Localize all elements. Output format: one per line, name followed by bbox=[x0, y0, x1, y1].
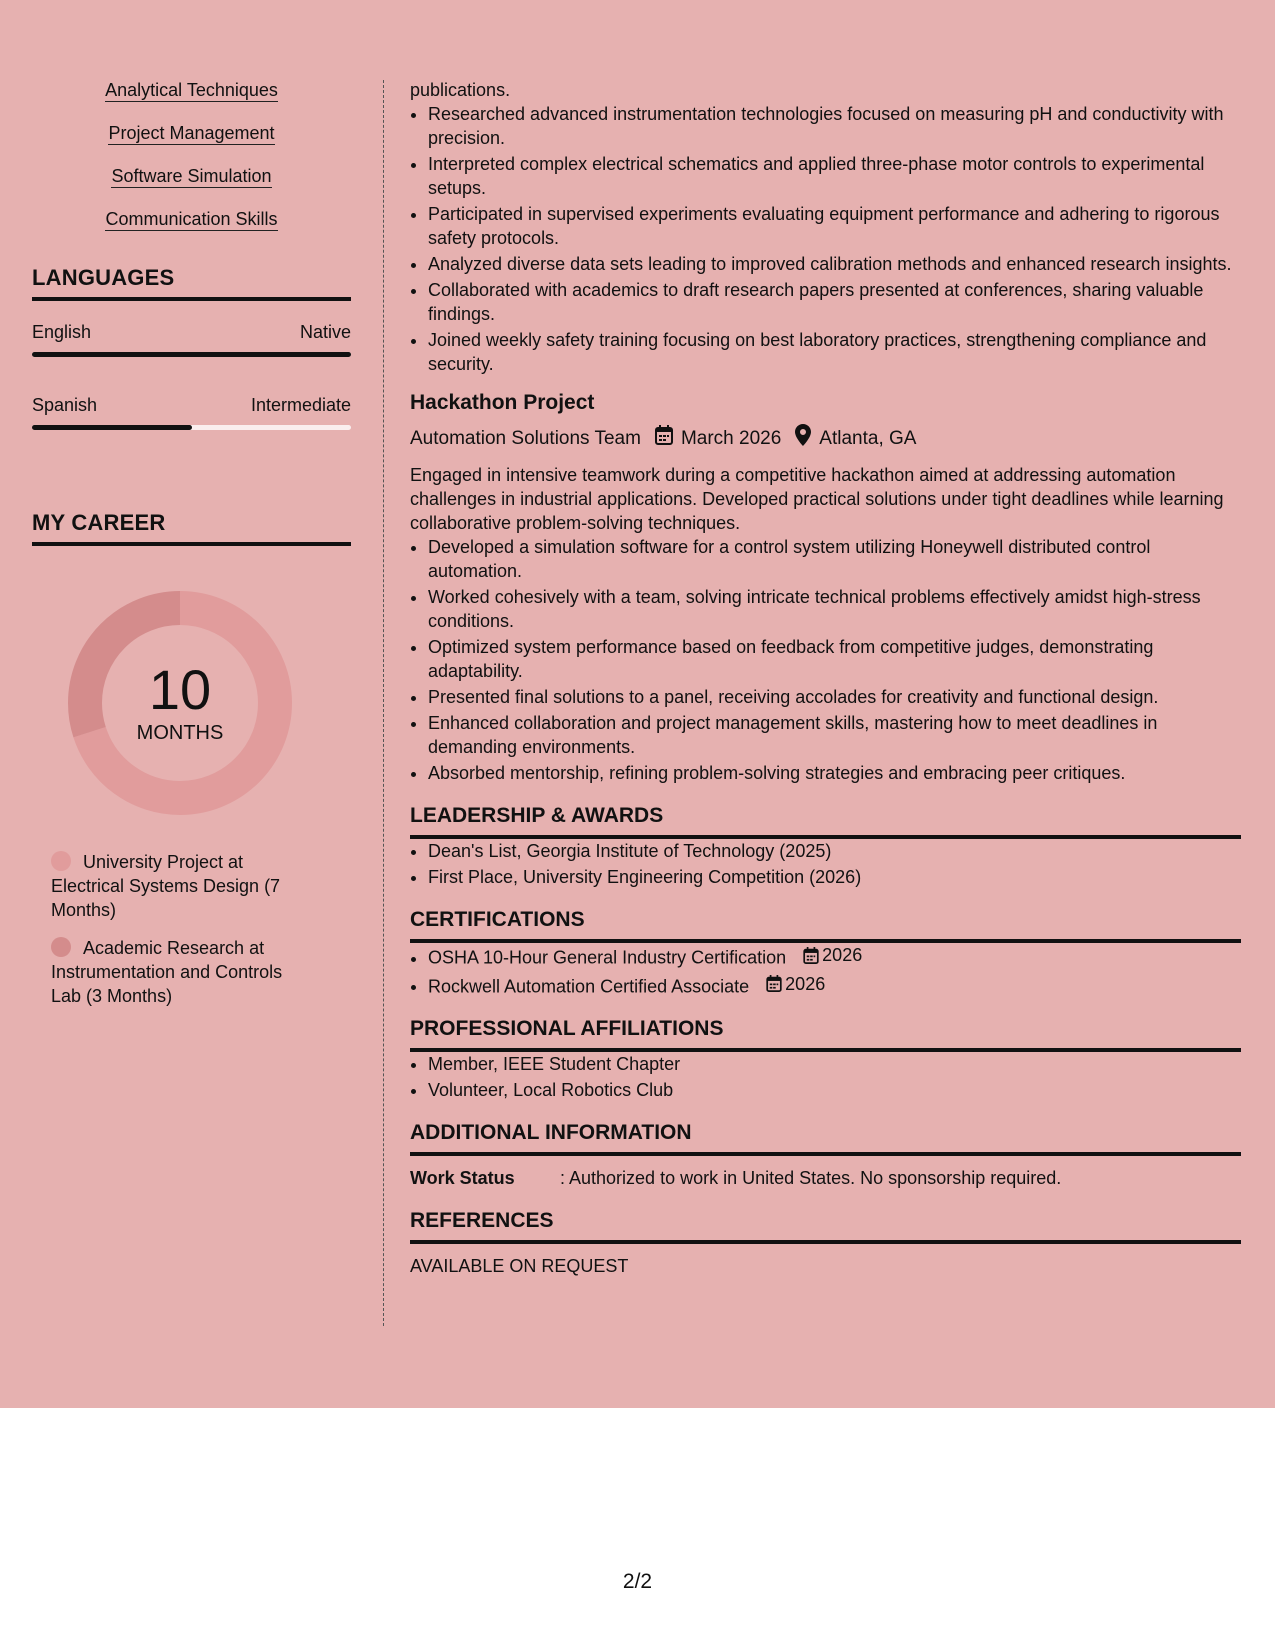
project-location: Atlanta, GA bbox=[819, 427, 917, 449]
references-text: AVAILABLE ON REQUEST bbox=[410, 1256, 629, 1276]
languages-heading: LANGUAGES bbox=[32, 265, 351, 301]
career-section bbox=[32, 510, 351, 1008]
list-item: • Interpreted complex electrical schematics and applied three-phase motor controls to experimental setups. bbox=[428, 152, 1241, 200]
references-heading: REFERENCES bbox=[410, 1208, 1241, 1244]
list-item: • Worked cohesively with a team, solving intricate technical problems effectively amidst high-stress conditions. bbox=[428, 585, 1241, 633]
language-bar-fill bbox=[32, 352, 351, 357]
list-item: • Optimized system performance based on feedback from competitive judges, demonstrating adaptability. bbox=[428, 635, 1241, 683]
language-row bbox=[32, 395, 351, 416]
project-team: Automation Solutions Team bbox=[410, 427, 641, 449]
career-unit: MONTHS bbox=[136, 722, 224, 744]
certifications-heading: CERTIFICATIONS bbox=[410, 907, 1241, 943]
leadership-heading: LEADERSHIP & AWARDS bbox=[410, 803, 1241, 839]
calendar-icon bbox=[803, 947, 819, 964]
list-item: • Participated in supervised experiments evaluating equipment performance and adhering to rigorous safety protocols. bbox=[428, 202, 1241, 250]
project-meta bbox=[410, 424, 1241, 453]
project-date: March 2026 bbox=[680, 427, 782, 449]
calendar-icon bbox=[655, 425, 673, 452]
research-bullets bbox=[410, 102, 1241, 376]
certifications-list bbox=[410, 943, 1241, 998]
page-number: 2/2 bbox=[622, 1570, 653, 1593]
additional-heading: ADDITIONAL INFORMATION bbox=[410, 1120, 1241, 1156]
research-continuation: publications. bbox=[410, 80, 511, 100]
calendar-icon bbox=[766, 975, 782, 992]
list-item: • Presented final solutions to a panel, receiving accolades for creativity and functional design. bbox=[428, 685, 1241, 709]
list-item: • Researched advanced instrumentation technologies focused on measuring pH and conductivity with precision. bbox=[428, 102, 1241, 150]
list-item: • Developed a simulation software for a control system utilizing Honeywell distributed control automation. bbox=[428, 535, 1241, 583]
skill-item: Communication Skills bbox=[105, 209, 278, 229]
career-donut bbox=[67, 590, 293, 816]
list-item: • Volunteer, Local Robotics Club bbox=[428, 1078, 1241, 1102]
list-item: • Collaborated with academics to draft research papers presented at conferences, sharing valuable findings. bbox=[428, 278, 1241, 326]
certification-year: 2026 bbox=[822, 945, 863, 965]
career-heading: MY CAREER bbox=[32, 510, 351, 546]
list-item: • Member, IEEE Student Chapter bbox=[428, 1052, 1241, 1076]
project-description: Engaged in intensive teamwork during a competitive hackathon aimed at addressing automation challenges in industrial applications. Developed practical solutions under tight deadlines while learning collaborative problem-solving techniques. bbox=[410, 465, 1224, 533]
affiliations-list bbox=[410, 1052, 1241, 1102]
language-name: English bbox=[32, 322, 92, 342]
language-bar bbox=[32, 352, 351, 357]
leadership-list bbox=[410, 839, 1241, 889]
certification-item: • OSHA 10-Hour General Industry Certification 2026 bbox=[428, 943, 1241, 970]
list-item: • Joined weekly safety training focusing on best laboratory practices, strengthening compliance and security. bbox=[428, 328, 1241, 376]
language-bar bbox=[32, 425, 351, 430]
legend-dot-icon bbox=[51, 937, 71, 957]
list-item: • Enhanced collaboration and project management skills, mastering how to meet deadlines in demanding environments. bbox=[428, 711, 1241, 759]
list-item: • First Place, University Engineering Competition (2026) bbox=[428, 865, 1241, 889]
left-column bbox=[32, 78, 351, 1022]
column-divider bbox=[383, 80, 384, 1326]
career-legend-item: Academic Research at Instrumentation and Controls Lab (3 Months) bbox=[51, 938, 283, 1006]
language-name: Spanish bbox=[32, 395, 98, 415]
project-bullets bbox=[410, 535, 1241, 785]
skill-item: Analytical Techniques bbox=[105, 80, 278, 100]
languages-section bbox=[32, 265, 351, 430]
career-legend bbox=[51, 850, 311, 1008]
project-title: Hackathon Project bbox=[410, 391, 595, 414]
list-item: • Dean's List, Georgia Institute of Technology (2025) bbox=[428, 839, 1241, 863]
language-bar-fill bbox=[32, 425, 192, 430]
language-row bbox=[32, 322, 351, 343]
language-level: Native bbox=[299, 322, 351, 342]
language-level: Intermediate bbox=[250, 395, 351, 415]
work-status-value: : Authorized to work in United States. No sponsorship required. bbox=[560, 1168, 1062, 1188]
list-item: • Analyzed diverse data sets leading to improved calibration methods and enhanced research insights. bbox=[428, 252, 1241, 276]
skills-list bbox=[32, 78, 351, 231]
location-pin-icon bbox=[795, 424, 811, 453]
legend-dot-icon bbox=[51, 851, 71, 871]
certification-year: 2026 bbox=[785, 973, 826, 994]
list-item: • Absorbed mentorship, refining problem-solving strategies and embracing peer critiques. bbox=[428, 761, 1241, 785]
career-legend-item: University Project at Electrical Systems Design (7 Months) bbox=[51, 852, 281, 920]
work-status bbox=[410, 1166, 1241, 1190]
work-status-label: Work Status bbox=[410, 1168, 515, 1188]
career-total: 10 bbox=[148, 658, 212, 721]
certification-item: • Rockwell Automation Certified Associate 2026 bbox=[428, 972, 1241, 999]
right-column bbox=[410, 78, 1241, 1278]
skill-item: Project Management bbox=[108, 123, 275, 143]
skill-item: Software Simulation bbox=[111, 166, 272, 186]
affiliations-heading: PROFESSIONAL AFFILIATIONS bbox=[410, 1016, 1241, 1052]
